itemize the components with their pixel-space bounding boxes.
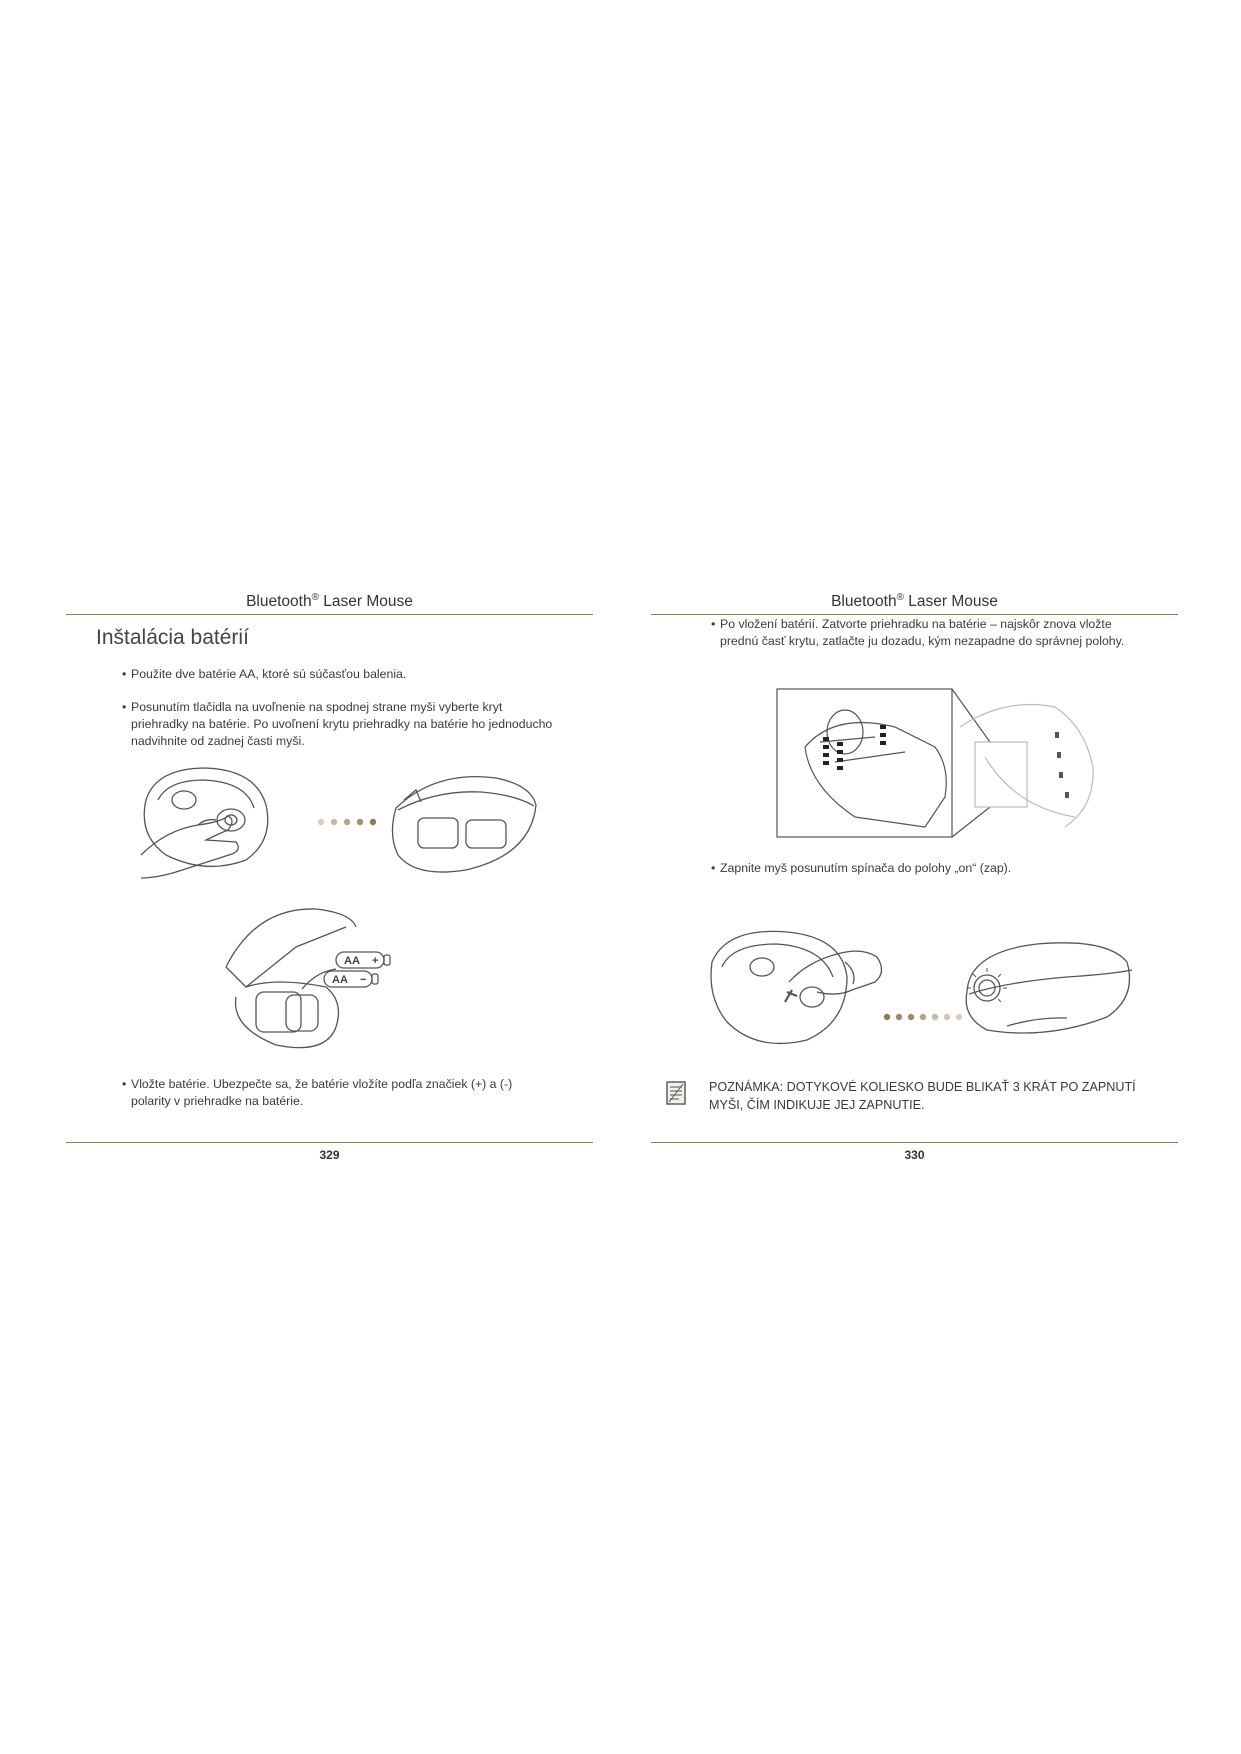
battery-label: AA (332, 974, 348, 986)
right-page (651, 592, 1178, 1162)
bullet-item: • Použite dve batérie AA, ktoré sú súčasťou balenia. (122, 667, 407, 681)
footer-rule (651, 1142, 1178, 1143)
section-title: Inštalácia batérií (96, 626, 249, 649)
power-on-illustration (707, 922, 1157, 1052)
note-icon (665, 1080, 687, 1106)
header-title-suffix: Laser Mouse (318, 593, 413, 611)
note-text: POZNÁMKA: DOTYKOVÉ KOLIESKO BUDE BLIKAŤ 3 KRÁT PO ZAPNUTÍ MYŠI, ČÍM INDIKUJE JEJ ZAPNUTIE. (709, 1080, 1136, 1112)
bullet-item: • Zapnite myš posunutím spínača do polohy „on“ (zap). (711, 861, 1012, 875)
header-rule (66, 614, 593, 615)
battery-label: AA (344, 955, 360, 967)
header-title-prefix: Bluetooth (246, 593, 312, 611)
header-title-prefix: Bluetooth (831, 593, 897, 611)
bullet-item: • Po vložení batérií. Zatvorte priehradku na batérie – najskôr znova vložte prednú časť krytu, zatlačte ju dozadu, kým nezapadne do správnej polohy. (711, 617, 1125, 648)
bullet-item: • Vložte batérie. Ubezpečte sa, že batérie vložíte podľa značiek (+) a (-) polarity v priehradke na batérie. (122, 1077, 513, 1108)
page-number: 329 (319, 1148, 340, 1162)
running-header (66, 592, 593, 611)
header-registered-mark: ® (896, 592, 904, 603)
page-number: 330 (904, 1148, 925, 1162)
battery-polarity: + (372, 955, 379, 967)
insert-batteries-illustration (216, 897, 466, 1057)
header-registered-mark: ® (311, 592, 319, 603)
close-cover-illustration (775, 687, 1105, 842)
remove-cover-illustration (136, 760, 576, 885)
footer-rule (66, 1142, 593, 1143)
header-title-suffix: Laser Mouse (903, 593, 998, 611)
battery-polarity: − (360, 974, 367, 986)
header-rule (651, 614, 1178, 615)
running-header (651, 592, 1178, 611)
left-page (66, 592, 593, 1162)
bullet-item: • Posunutím tlačidla na uvoľnenie na spodnej strane myši vyberte kryt priehradky na batérie. Po uvoľnení krytu priehradky na batérie ho jednoducho nadvihnite od zadnej časti myši. (122, 700, 553, 748)
